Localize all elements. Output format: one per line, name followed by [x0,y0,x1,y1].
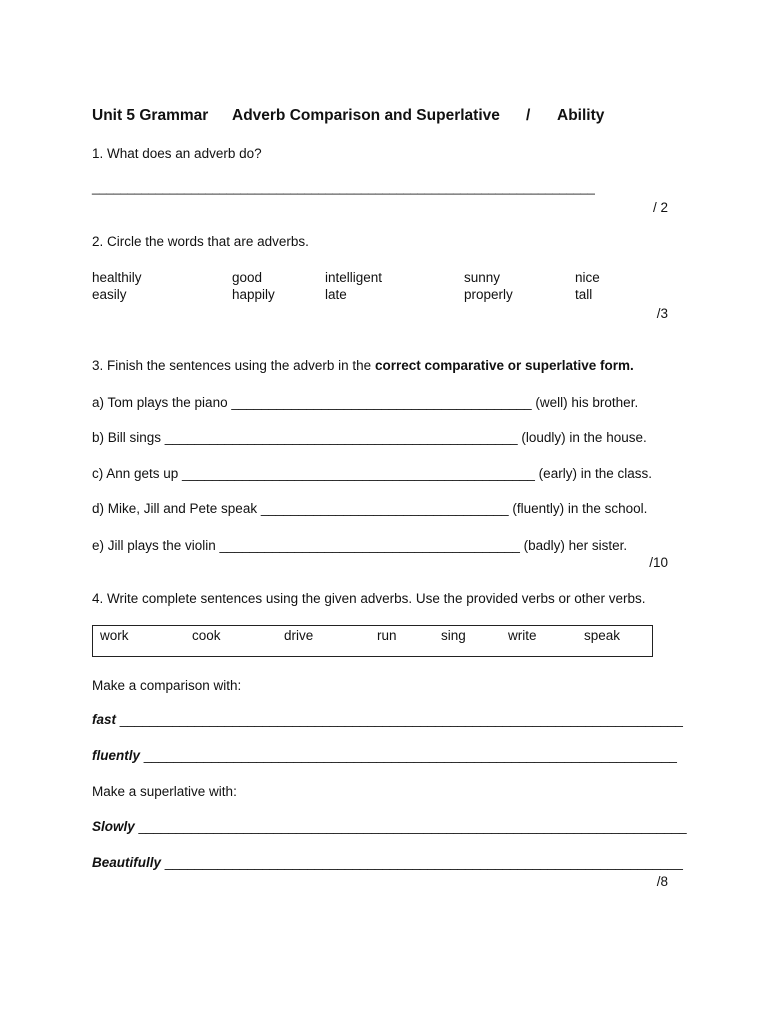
topic2-title: Ability [557,107,605,124]
comparison-label: Make a comparison with: [92,678,242,693]
title-separator: / [526,107,531,124]
verb-word: speak [584,628,621,643]
q2-word[interactable]: intelligent [325,270,383,285]
q1-prompt: 1. What does an adverb do? [92,146,262,161]
q2-word[interactable]: healthily [92,270,142,285]
answer-line[interactable]: _____________________________________________________________________ [161,855,683,870]
verb-box [92,625,653,657]
q2-word[interactable]: tall [575,287,593,302]
adverb-fast: fast [92,712,117,727]
q2-word[interactable]: late [325,287,347,302]
q3-sentence-b[interactable]: b) Bill sings _______________________________________________ (loudly) in the house. [92,430,647,445]
q2-prompt: 2. Circle the words that are adverbs. [92,234,309,249]
q2-word[interactable]: sunny [464,270,501,285]
superlative-item[interactable] [92,855,683,870]
topic-title: Adverb Comparison and Superlative [232,107,500,124]
q2-word[interactable]: happily [232,287,275,302]
q4-score: /8 [656,874,668,889]
q2-score: /3 [656,306,668,321]
verb-word: cook [192,628,221,643]
q1-score: / 2 [652,200,668,215]
answer-line[interactable]: _______________________________________________________________________ [140,748,677,763]
q3-sentence-c[interactable]: c) Ann gets up _______________________________________________ (early) in the class. [92,466,652,481]
verb-word: write [508,628,537,643]
superlative-label: Make a superlative with: [92,784,237,799]
q3-sentence-e[interactable]: e) Jill plays the violin ________________________________________ (badly) her sister. [92,538,628,553]
q3-prompt [92,358,634,373]
q2-word[interactable]: nice [575,270,600,285]
q3-score: /10 [649,555,668,570]
verb-word: sing [441,628,466,643]
q2-word[interactable]: easily [92,287,127,302]
q3-prompt-text: 3. Finish the sentences using the adverb in the [92,358,375,373]
comparison-item[interactable] [92,712,683,727]
q4-prompt: 4. Write complete sentences using the given adverbs. Use the provided verbs or other verbs. [92,591,646,606]
q3-prompt-emphasis: correct comparative or superlative form. [374,358,634,373]
verb-word: work [100,628,129,643]
unit-title: Unit 5 Grammar [92,107,209,124]
comparison-item[interactable] [92,748,677,763]
adverb-beautifully: Beautifully [92,855,162,870]
adverb-fluently: fluently [92,748,141,763]
answer-line[interactable]: _________________________________________________________________________ [134,819,687,834]
q2-word[interactable]: good [232,270,263,285]
q3-sentence-d[interactable]: d) Mike, Jill and Pete speak _________________________________ (fluently) in the school. [92,501,648,516]
verb-word: run [377,628,397,643]
q1-answer-line[interactable]: _______________________________________________________________________ [92,180,595,195]
answer-line[interactable]: ___________________________________________________________________________ [116,712,683,727]
superlative-item[interactable] [92,819,687,834]
verb-word: drive [284,628,314,643]
q2-word[interactable]: properly [464,287,513,302]
adverb-slowly: Slowly [92,819,135,834]
q3-sentence-a[interactable]: a) Tom plays the piano ________________________________________ (well) his brother. [92,395,639,410]
